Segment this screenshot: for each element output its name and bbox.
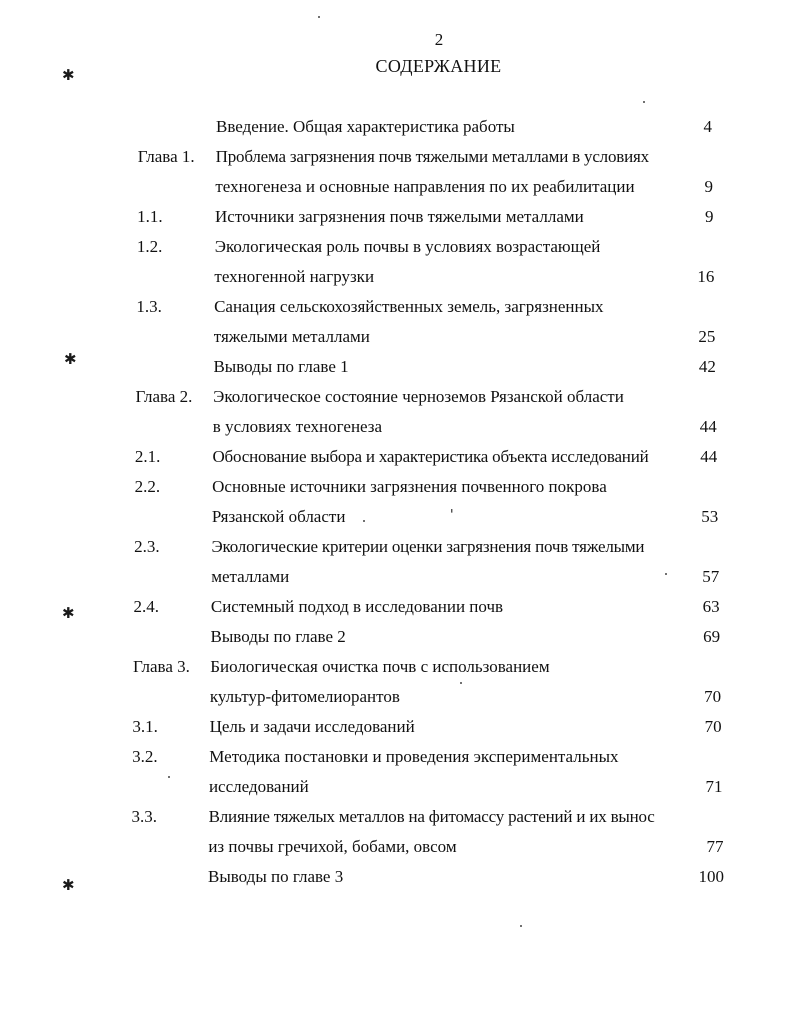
- toc-entry-page: 77: [706, 837, 724, 856]
- toc-entry-title: культур-фитомелиорантов: [209, 687, 400, 706]
- toc-entry-title: Биологическая очистка почв с использованием: [210, 657, 550, 676]
- page-number: 2: [434, 30, 444, 49]
- toc-entry-title: Основные источники загрязнения почвенного покрова: [212, 477, 607, 496]
- toc-entry-page: 9: [704, 207, 714, 226]
- toc-entry-title: Влияние тяжелых металлов на фитомассу растений и их вынос: [208, 807, 655, 826]
- toc-entry-title: Экологическое состояние черноземов Рязанской области: [213, 387, 624, 406]
- toc-entry-number: Глава 2.: [135, 387, 193, 406]
- toc-entry-page: 69: [703, 627, 721, 646]
- toc-entry-title: Введение. Общая характеристика работы: [216, 117, 515, 136]
- toc-entry: [0, 804, 799, 830]
- toc-entry-number: 2.3.: [134, 537, 160, 556]
- toc-entry: [0, 414, 799, 440]
- toc-entry-title: Рязанской области: [211, 507, 346, 526]
- toc-entry-title: исследований: [208, 777, 309, 796]
- toc-entry: [0, 144, 799, 170]
- scan-speck: ✱: [62, 66, 75, 84]
- toc-entry: [0, 864, 799, 890]
- toc-entry-page: 44: [699, 417, 717, 436]
- toc-entry: [0, 114, 799, 140]
- toc-entry-number: 3.2.: [132, 747, 158, 766]
- toc-entry: [0, 774, 799, 800]
- toc-entry: [0, 684, 799, 710]
- toc-entry-page: 4: [703, 117, 712, 136]
- toc-entry-page: 42: [698, 357, 716, 376]
- toc-entry: [0, 384, 799, 410]
- toc-entry: [0, 504, 799, 530]
- scan-dot: [168, 776, 170, 778]
- toc-entry-page: 70: [704, 717, 722, 736]
- toc-entry-title: Системный подход в исследовании почв: [210, 597, 504, 616]
- toc-entry: [0, 444, 799, 470]
- toc-entry-title: Экологические критерии оценки загрязнения почв тяжелыми: [211, 537, 645, 556]
- toc-entry: [0, 264, 799, 290]
- toc-entry: [0, 204, 799, 230]
- toc-entry-page: 100: [698, 867, 724, 886]
- toc-entry: [0, 744, 799, 770]
- toc-entry: [0, 474, 799, 500]
- toc-entry-page: 70: [704, 687, 722, 706]
- scan-speck: ✱: [62, 876, 75, 894]
- toc-entry: [0, 834, 799, 860]
- toc-entry: [0, 234, 799, 260]
- toc-entry-title: Цель и задачи исследований: [209, 717, 415, 736]
- toc-entry: [0, 354, 799, 380]
- toc-entry-title: Источники загрязнения почв тяжелыми металлами: [215, 207, 584, 226]
- toc-entry: [0, 564, 799, 590]
- toc-entry-title: из почвы гречихой, бобами, овсом: [208, 837, 457, 856]
- toc-entry-page: 25: [698, 327, 716, 346]
- scan-dot: [643, 101, 645, 103]
- toc-entry-page: 9: [704, 177, 713, 196]
- toc-entry-title: техногенеза и основные направления по их реабилитации: [215, 177, 635, 196]
- scan-dot: [520, 925, 522, 927]
- toc-entry-page: 53: [701, 507, 719, 526]
- toc-entry: [0, 654, 799, 680]
- toc-entry-number: 2.2.: [134, 477, 161, 496]
- toc-entry: [0, 324, 799, 350]
- toc-entry: [0, 594, 799, 620]
- toc-entry-title: Обоснование выбора и характеристика объекта исследований: [212, 447, 649, 466]
- scan-tick: ': [450, 508, 454, 523]
- scan-dot: [460, 682, 462, 684]
- scan-speck: ✱: [62, 604, 75, 622]
- toc-entry-number: Глава 1.: [137, 147, 195, 166]
- toc-entry-page: 57: [702, 567, 720, 586]
- toc-entry: [0, 294, 799, 320]
- toc-entry-page: 44: [700, 447, 718, 466]
- toc-entry-title: тяжелыми металлами: [213, 327, 370, 346]
- scan-dot: [318, 16, 320, 18]
- toc-entry-title: металлами: [211, 567, 290, 586]
- toc-entry-page: 71: [705, 777, 723, 796]
- toc-entry-number: 2.4.: [133, 597, 160, 616]
- scan-speck: ✱: [64, 350, 77, 368]
- toc-entry-page: 63: [702, 597, 720, 616]
- toc-entry: [0, 174, 799, 200]
- toc-entry-number: 1.2.: [136, 237, 163, 256]
- toc-entry-number: 2.1.: [134, 447, 161, 466]
- toc-entry-title: Выводы по главе 2: [210, 627, 346, 646]
- toc-entry-number: 1.3.: [136, 297, 162, 316]
- toc-entry: [0, 714, 799, 740]
- toc-entry-number: Глава 3.: [132, 657, 190, 676]
- toc-entry-title: Выводы по главе 1: [213, 357, 349, 376]
- scan-dot: [665, 573, 667, 575]
- toc-entry-page: 16: [697, 267, 715, 286]
- toc-entry-title: Проблема загрязнения почв тяжелыми металлами в условиях: [215, 147, 649, 166]
- toc-entry-number: 3.1.: [132, 717, 158, 736]
- toc-entry: [0, 624, 799, 650]
- toc-entry-title: Санация сельскохозяйственных земель, загрязненных: [214, 297, 604, 316]
- toc-entry-title: техногенной нагрузки: [214, 267, 375, 286]
- toc-entry-number: 3.3.: [131, 807, 158, 826]
- toc-entry-title: Методика постановки и проведения экспериментальных: [209, 747, 619, 766]
- toc-entry: [0, 534, 799, 560]
- toc-entry-title: Экологическая роль почвы в условиях возрастающей: [214, 237, 601, 256]
- page-title: СОДЕРЖАНИЕ: [375, 56, 502, 76]
- toc-entry-number: 1.1.: [137, 207, 163, 226]
- toc-entry-title: в условиях техногенеза: [212, 417, 383, 436]
- toc-entry-title: Выводы по главе 3: [208, 867, 344, 886]
- scan-dot: [363, 520, 365, 522]
